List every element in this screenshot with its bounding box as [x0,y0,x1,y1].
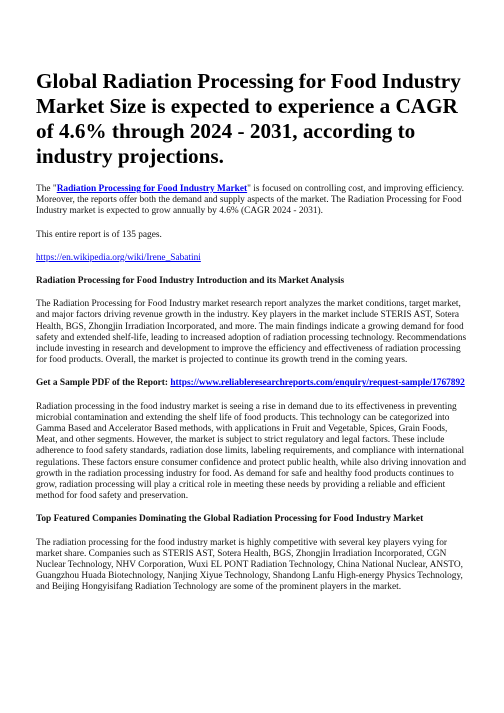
sample-pdf-paragraph [36,378,468,389]
section-heading-introduction: Radiation Processing for Food Industry Introduction and its Market Analysis [36,276,345,287]
intro-suffix: " is focused on controlling cost, and improving efficiency. Moreover, the reports offer both the demand and supply aspects of the market. The Radiation Processing for Food Industry market is expected to grow annually by 4.6% (CAGR 2024 - 2031). [36,184,464,217]
intro-prefix: The " [36,184,57,194]
introduction-body: The Radiation Processing for Food Industry market research report analyzes the market conditions, target market, and major factors driving revenue growth in the industry. Key players in the market include STERIS AST, Sotera Health, BGS, Zhongjin Irradiation Incorporated, and more. The main findings indicate a growing demand for food safety and extended shelf-life, leading to increased adoption of radiation processing technology. Recommendations include investing in research and development to improve the efficiency and effectiveness of radiation processing for food products. Overall, the market is projected to continue its growth trend in the coming years. [36,299,467,366]
pages-note: This entire report is of 135 pages. [36,229,162,240]
section-heading-companies: Top Featured Companies Dominating the Global Radiation Processing for Food Industry Market [36,514,424,525]
wiki-link[interactable]: https://en.wikipedia.org/wiki/Irene_Sabatini [36,252,201,263]
intro-paragraph [36,184,468,218]
page-title: Global Radiation Processing for Food Industry Market Size is expected to experience a CAGR of 4.6% through 2024 - 2031, according to industry projections. [36,69,461,168]
companies-body: The radiation processing for the food industry market is highly competitive with several key players vying for market share. Companies such as STERIS AST, Sotera Health, BGS, Zhongjin Irradiation Incorporated, CGN Nuclear Technology, NHV Corporation, Wuxi EL PONT Radiation Technology, China National Nuclear, ANSTO, Guangzhou Huada Biotechnology, Nanjing Xiyue Technology, Shandong Lanfu High-energy Physics Technology, and Beijing Hongyisifang Radiation Technology are some of the prominent players in the market. [36,537,463,593]
market-overview-paragraph: Radiation processing in the food industry market is seeing a rise in demand due to its effectiveness in preventing microbial contamination and extending the shelf life of food products. This technology can be categorized into Gamma Based and Accelerator Based methods, with applications in Fruit and Vegetable, Spices, Grain Foods, Meat, and other segments. However, the market is subject to strict regulatory and legal factors. These include adherence to food safety standards, radiation dose limits, labeling requirements, and compliance with international regulations. These factors ensure consumer confidence and protect public health, while also driving innovation and growth in the radiation processing industry for food. As demand for safe and healthy food products continues to grow, radiation processing will play a critical role in meeting these needs by providing a reliable and efficient method for food safety and preservation. [36,401,467,502]
market-report-link[interactable]: Radiation Processing for Food Industry Market [56,184,248,194]
sample-pdf-link[interactable]: https://www.reliableresearchreports.com/enquiry/request-sample/1767892 [170,378,465,389]
wiki-link-paragraph [36,253,468,264]
sample-pdf-label: Get a Sample PDF of the Report: [36,378,171,389]
